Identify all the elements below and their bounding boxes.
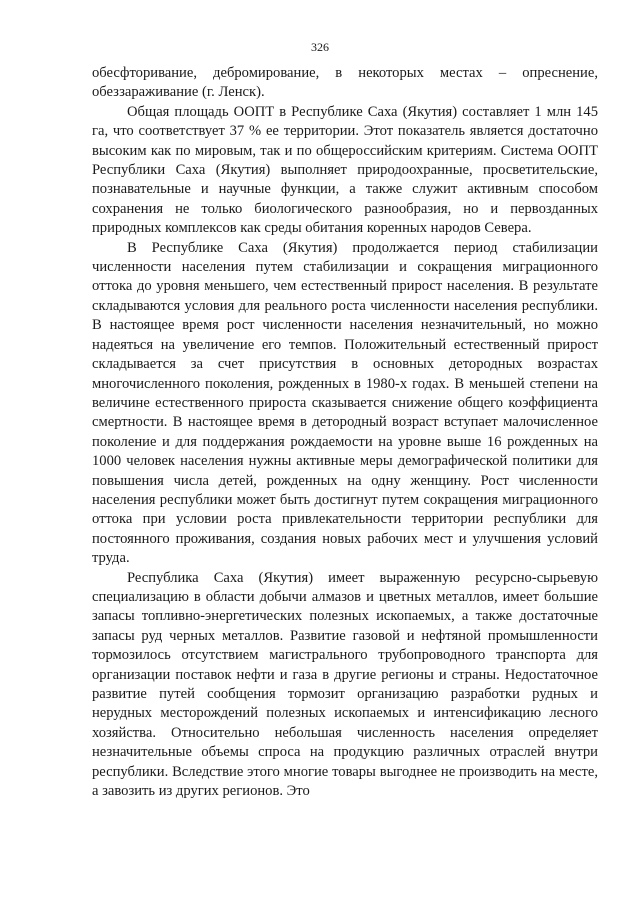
paragraph-continuation: обесфторивание, дебромирование, в некоторых местах – опреснение, обеззараживание (г. Ленск). (92, 65, 598, 101)
body-text (92, 64, 598, 801)
paragraph-economy: Республика Саха (Якутия) имеет выраженную ресурсно-сырьевую специализацию в области добычи алмазов и цветных металлов, имеет большие запасы топливно-энергетических полезных ископаемых, а также достаточные запасы руд черных металлов. Развитие газовой и нефтяной промышленности тормозилось отсутствием магистрального трубопроводного транспорта для организации поставок нефти и газа в другие регионы и страны. Недостаточное развитие путей сообщения тормозит организацию разработки рудных и нерудных месторождений полезных ископаемых и интенсификацию лесного хозяйства. Относительно небольшая численность населения определяет незначительные объемы спроса на продукцию различных отраслей внутри республики. Вследствие этого многие товары выгоднее не производить на месте, а завозить из других регионов. Это (92, 569, 598, 800)
paragraph-population: В Республике Саха (Якутия) продолжается период стабилизации численности населения путем стабилизации и сокращения миграционного оттока до уровня меньшего, чем естественный прирост населения. В результате складываются условия для реального роста численности населения республики. В настоящее время рост численности населения незначительный, но можно надеяться на увеличение его темпов. Положительный естественный прирост складывается за счет присутствия в основных детородных возрастах многочисленного поколения, рожденных в 1980-х годах. В меньшей степени на величине естественного прироста сказывается снижение общего коэффициента смертности. В настоящее время в детородный возраст вступает малочисленное поколение и для поддержания рождаемости на уровне выше 16 рожденных на 1000 человек населения нужны активные меры демографической политики для повышения числа детей, рожденных на одну женщину. Рост численности населения республики может быть достигнут путем сокращения миграционного оттока при условии роста привлекательности территории республики для постоянного проживания, создания новых рабочих мест и улучшения условий труда. (92, 239, 598, 567)
paragraph-protected-areas: Общая площадь ООПТ в Республике Саха (Якутия) составляет 1 млн 145 га, что соответствует 37 % ее территории. Этот показатель является достаточно высоким как по мировым, так и по общероссийским критериям. Система ООПТ Республики Саха (Якутия) выполняет природоохранные, просветительские, познавательные и научные функции, а также служит активным способом сохранения не только биологического разнообразия, но и первозданных природных комплексов как среды обитания коренных народов Севера. (92, 103, 598, 237)
page-number: 326 (311, 40, 329, 54)
